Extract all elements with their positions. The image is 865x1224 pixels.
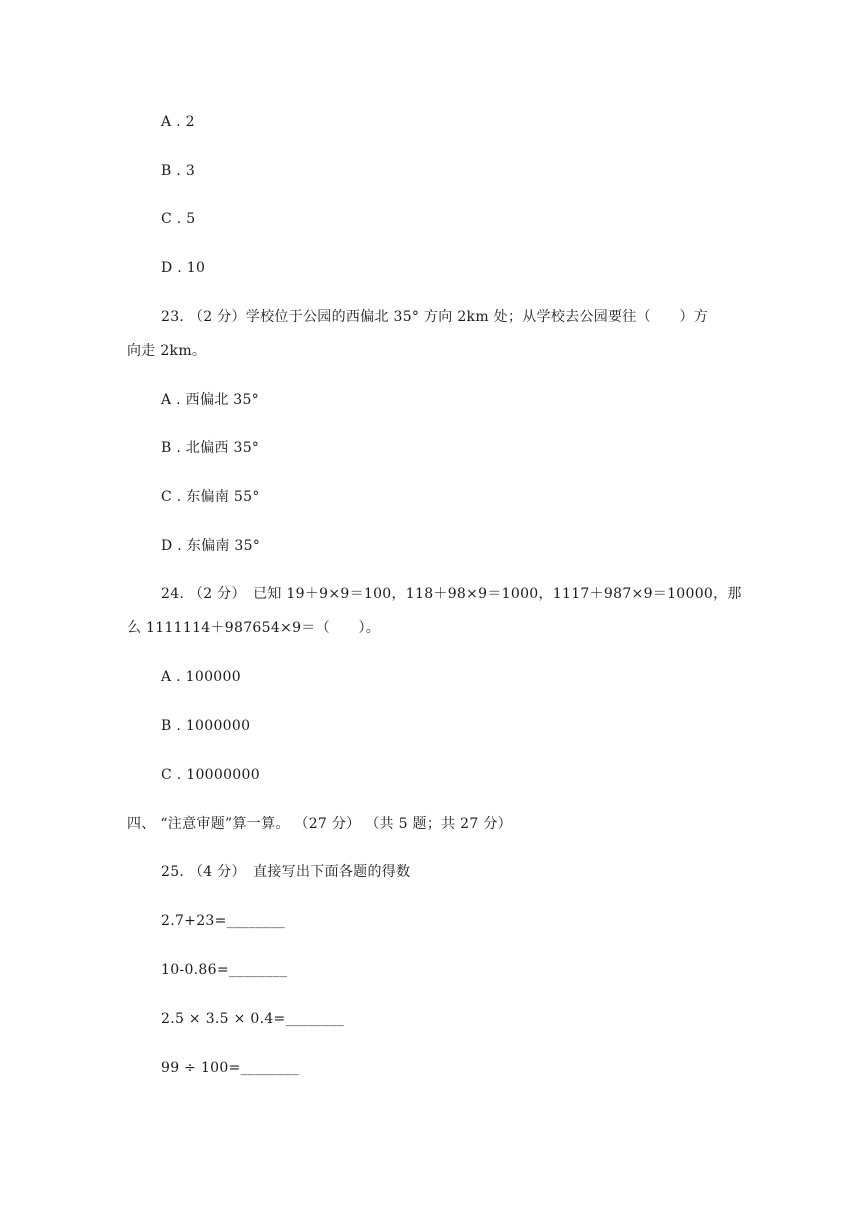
section-heading: 四、 “注意审题”算一算。 （27 分） （共 5 题；共 27 分） xyxy=(127,816,512,832)
q23-option-c: C . 东偏南 55° xyxy=(161,489,260,505)
q25-stem: 25. （4 分） 直接写出下面各题的得数 xyxy=(161,864,411,880)
q22-option-b: B . 3 xyxy=(161,163,196,179)
q24-stem-line2: 么 1111114＋987654×9＝（ ）。 xyxy=(127,620,381,636)
q25-item-2: 10-0.86=________ xyxy=(161,962,288,978)
q25-item-1: 2.7+23=________ xyxy=(161,913,286,929)
q22-option-d: D . 10 xyxy=(161,260,206,276)
q22-option-c: C . 5 xyxy=(161,211,196,227)
q22-option-a: A . 2 xyxy=(161,114,195,130)
q23-stem-line1: 23. （2 分）学校位于公园的西偏北 35° 方向 2km 处；从学校去公园要往（ ）方 xyxy=(161,309,709,325)
q25-item-3: 2.5 × 3.5 × 0.4=________ xyxy=(161,1011,344,1027)
q23-option-d: D . 东偏南 35° xyxy=(161,538,261,554)
q24-option-c: C . 10000000 xyxy=(161,767,260,783)
q25-item-4: 99 ÷ 100=________ xyxy=(161,1060,299,1076)
q23-option-b: B . 北偏西 35° xyxy=(161,440,260,456)
q23-option-a: A . 西偏北 35° xyxy=(161,392,260,408)
q24-option-a: A . 100000 xyxy=(161,669,241,685)
q24-stem-line1: 24. （2 分） 已知 19＋9×9＝100，118＋98×9＝1000，1117＋987×9＝10000，那 xyxy=(161,586,742,602)
q24-option-b: B . 1000000 xyxy=(161,718,251,734)
q23-stem-line2: 向走 2km。 xyxy=(127,343,207,359)
